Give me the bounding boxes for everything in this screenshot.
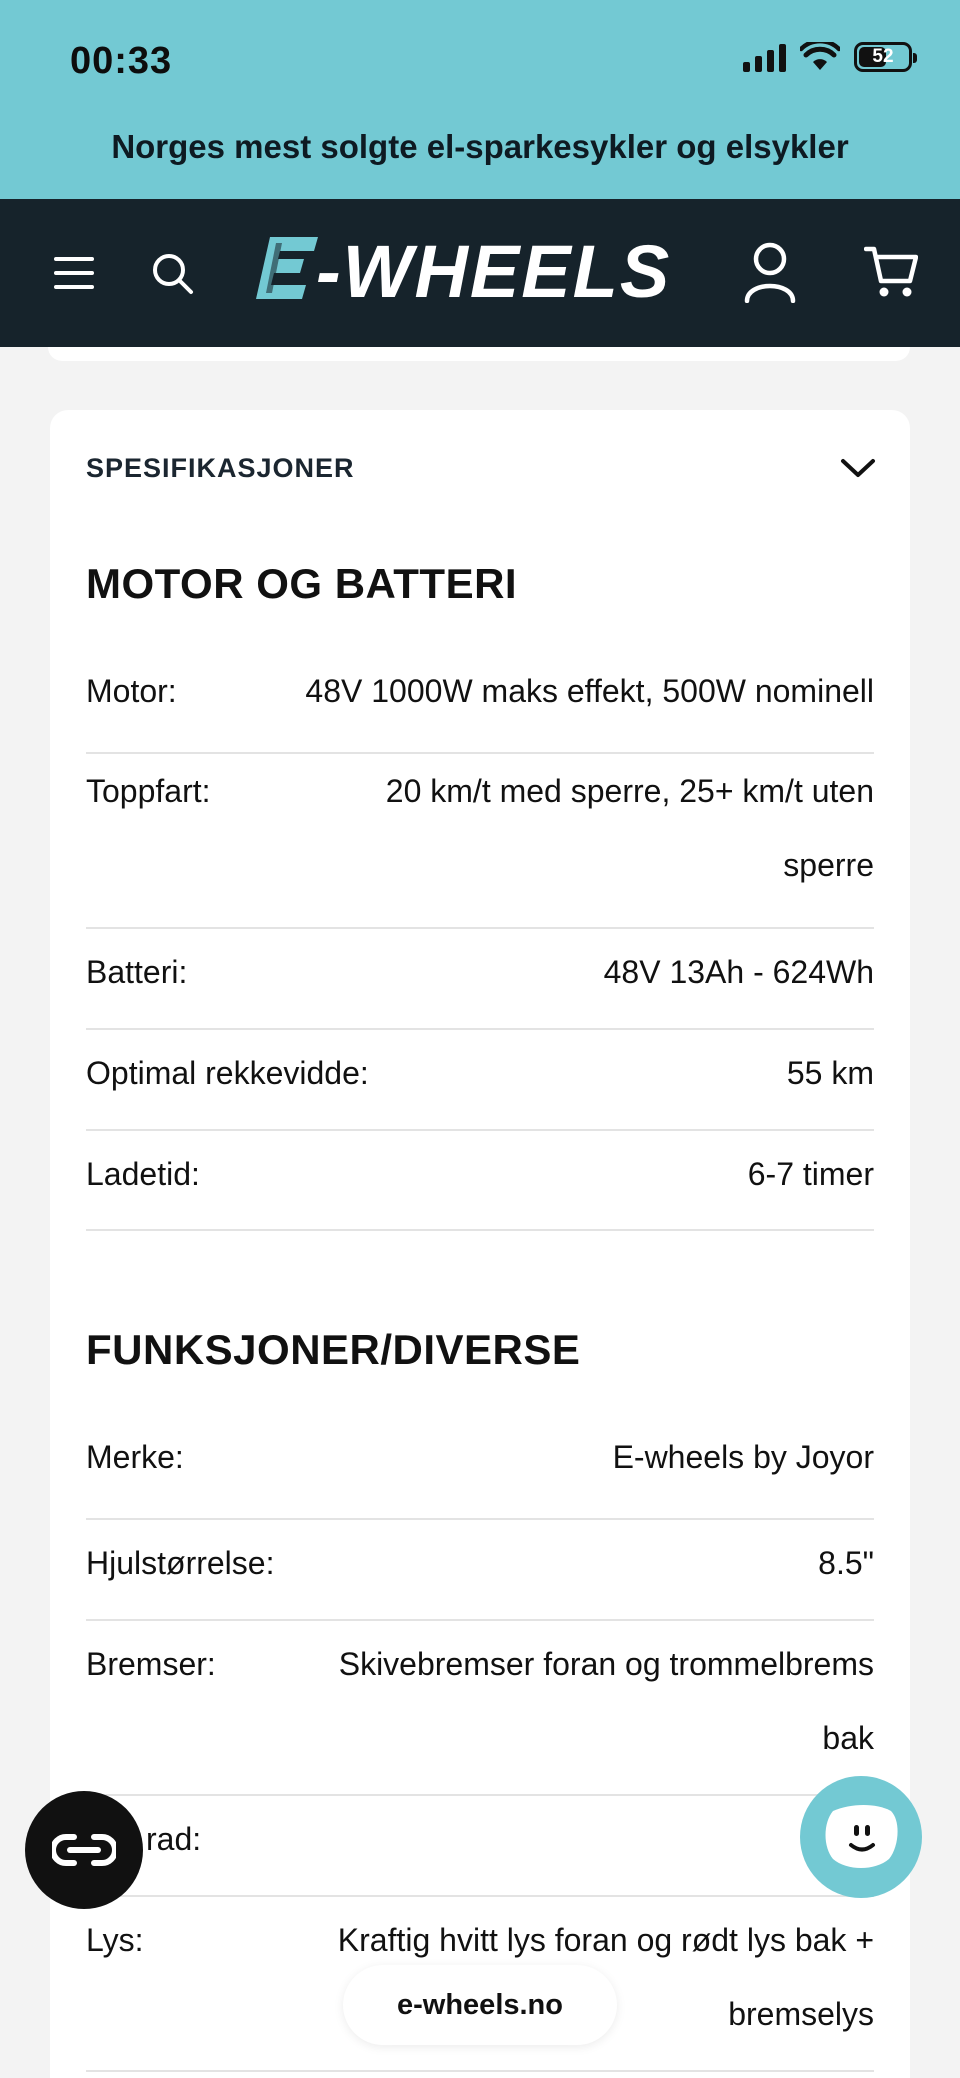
cart-icon[interactable] <box>864 243 918 299</box>
status-icons <box>743 42 912 72</box>
spec-label: Optimal rekkevidde: <box>86 1055 369 1091</box>
spec-value: 48V 1000W maks effekt, 500W nominell <box>305 673 874 709</box>
spec-value: 48V 13Ah - 624Wh <box>603 954 874 990</box>
url-bar[interactable]: e-wheels.no <box>343 1965 617 2045</box>
spec-row <box>86 654 874 754</box>
announcement-bar[interactable]: Norges mest solgte el-sparkesykler og elsykler <box>111 128 849 165</box>
spec-row <box>86 754 874 929</box>
spec-label: Batteri: <box>86 954 188 990</box>
chat-button[interactable] <box>800 1776 922 1898</box>
menu-icon[interactable] <box>54 257 94 289</box>
spec-label: Motor: <box>86 673 177 709</box>
spec-row <box>86 1030 874 1131</box>
spec-label: rad: <box>146 1821 202 1857</box>
spec-value: 20 km/t med sperre, 25+ km/t uten <box>385 773 874 809</box>
spec-value: E-wheels by Joyor <box>612 1439 874 1475</box>
spec-label: Ladetid: <box>86 1156 200 1192</box>
specifications-toggle[interactable] <box>86 448 876 488</box>
spec-value-line-2: bremselys <box>728 1996 874 2032</box>
status-time: 00:33 <box>70 40 173 82</box>
battery-percent: 52 <box>872 46 894 67</box>
spec-row <box>86 929 874 1030</box>
spec-row <box>86 1796 874 1897</box>
spec-label: Lys: <box>86 1922 144 1958</box>
spec-row <box>86 1420 874 1520</box>
loop-widget-button[interactable] <box>25 1791 143 1909</box>
chevron-down-icon[interactable] <box>840 456 876 480</box>
spec-value: Kraftig hvitt lys foran og rødt lys bak + <box>337 1922 874 1958</box>
spec-value: 8.5" <box>818 1545 874 1581</box>
specifications-card <box>50 410 910 2078</box>
spec-row <box>86 1520 874 1621</box>
section-heading: FUNKSJONER/DIVERSE <box>86 1326 581 1373</box>
specifications-title: SPESIFIKASJONER <box>86 452 355 483</box>
spec-value-line-2: sperre <box>783 847 874 883</box>
spec-label: Hjulstørrelse: <box>86 1545 275 1581</box>
section-heading: MOTOR OG BATTERI <box>86 560 518 607</box>
top-band <box>0 0 960 199</box>
wifi-icon <box>800 42 840 72</box>
spec-label: Toppfart: <box>86 773 211 809</box>
site-header <box>0 199 960 347</box>
spec-row <box>86 1621 874 1796</box>
battery-icon <box>854 42 912 72</box>
signal-icon <box>743 42 786 72</box>
logo-e-mark <box>256 237 320 307</box>
logo-text: -WHEELS <box>316 230 672 313</box>
previous-card-edge <box>48 347 910 361</box>
search-icon[interactable] <box>150 251 194 295</box>
account-icon[interactable] <box>744 241 796 303</box>
spec-value: 6-7 timer <box>747 1156 874 1192</box>
spec-value: 55 km <box>786 1055 874 1091</box>
spec-label: Bremser: <box>86 1646 216 1682</box>
site-logo[interactable] <box>256 227 706 317</box>
smiley-chat-icon <box>821 1801 901 1873</box>
loop-icon <box>52 1833 116 1867</box>
spec-value-line-2: bak <box>822 1720 874 1756</box>
spec-row <box>86 1131 874 1231</box>
spec-label: Merke: <box>86 1439 184 1475</box>
spec-value: Skivebremser foran og trommelbrems <box>338 1646 874 1682</box>
